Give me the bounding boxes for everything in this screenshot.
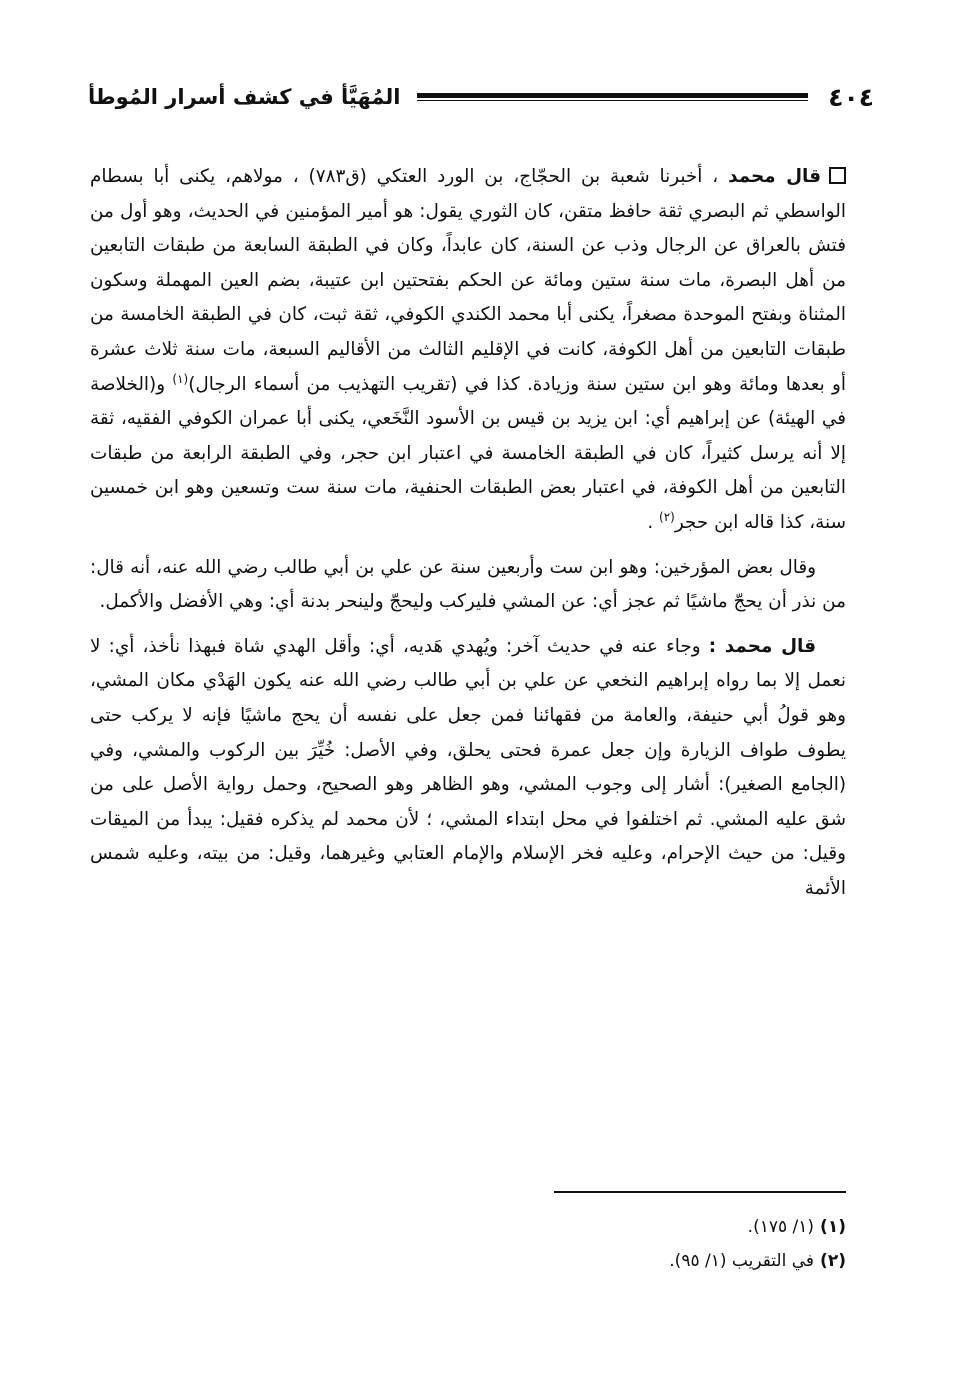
paragraph-text-cont: و(الخلاصة في الهيئة) عن إبراهيم أي: ابن يزيد بن قيس بن الأسود النَّخَعي، يكنى أبا عمران الكوفي الفقيه، ثقة إلا أنه يرسل كثيراً، كان في الطبقة الخامسة في اعتبار ابن حجر، وفي الطبقة الرابعة من طبقات التابعين من أهل الكوفة، في اعتبار بعض الطبقات الحنفية، مات سنة ست وتسعين وهو ابن خمسين سنة، كذا قاله ابن حجر [90,373,846,533]
page-number: ٤٠٤ [828,82,874,112]
paragraph-text: وجاء عنه في حديث آخر: ويُهدي هَديه، أي: وأقل الهدي شاة فبهذا نأخذ، أي: لا نعمل إلا بما رواه إبراهيم النخعي عن علي بن أبي طالب رضي الله عنه يكون الهَدْي مكان المشي، وهو قولُ أبي حنيفة، والعامة من فقهائنا فمن جعل على نفسه أن يحج ماشيًا فإنه لا يركب حتى يطوف طواف الزيارة وإن جعل عمرة فحتى يحلق، وفي الأصل: خُيِّرَ بين الركوب والمشي، وفي (الجامع الصغير): أشار إلى وجوب المشي، وهو الظاهر وهو الصحيح، وحمل رواية الأصل على من شق عليه المشي. ثم اختلفوا في محل ابتداء المشي، ؛ لأن محمد لم يذكره فقيل: يبدأ من الميقات وقيل: من حيث الإحرام، وعليه فخر الإسلام والإمام العتابي وغيرهما، وقيل: من بيته، وعليه شمس الأئمة [90,635,846,899]
footnote-text: (١/ ١٧٥). [747,1217,815,1237]
running-header [88,82,874,112]
paragraph-2 [90,551,846,620]
footnote-item [106,1210,846,1244]
paragraph-1 [90,160,846,541]
main-text [90,160,846,916]
header-rule [417,93,809,101]
paragraph-lead: قال محمد [728,166,822,187]
footnote-item [106,1244,846,1278]
footnote-text: في التقريب (١/ ٩٥). [669,1251,815,1271]
section-box-icon [829,167,846,184]
paragraph-tail: . [647,511,660,533]
paragraph-3 [90,630,846,907]
footnote-ref-1[interactable]: (١) [172,371,189,386]
paragraph-text: وقال بعض المؤرخين: وهو ابن ست وأربعين سنة عن علي بن أبي طالب رضي الله عنه، أنه قال: من نذر أن يحجّ ماشيًا ثم عجز أي: عن المشي فليركب وليحجّ ولينحر بدنة أي: وهي الأفضل والأكمل. [90,556,846,613]
paragraph-text: ، أخبرنا شعبة بن الحجّاج، بن الورد العتكي (ق٧٨٣) ، مولاهم، يكنى أبا بسطام الواسطي ثم البصري ثقة حافظ متقن، كان الثوري يقول: هو أمير المؤمنين في الحديث، وهو أول من فتش بالعراق عن الرجال وذب عن السنة، كان عابداً، وكان في الطبقة السابعة من طبقات التابعين من أهل البصرة، مات سنة ستين ومائة عن الحكم بفتحتين ابن عتيبة، بضم العين المهملة وسكون المثناة وبفتح الموحدة مصغراً، يكنى أبا محمد الكندي الكوفي، ثقة ثبت، كان في الطبقة الخامسة من طبقات التابعين من أهل الكوفة، كانت في الإقليم الثالث من الأقاليم السبعة، مات سنة ثلاث عشرة أو بعدها ومائة وهو ابن ستين سنة وزيادة. كذا في (تقريب التهذيب من أسماء الرجال) [90,166,846,395]
footnote-separator [554,1191,846,1193]
footnotes [106,1210,846,1278]
footnote-number: (٢) [820,1251,846,1271]
book-title: المُهَيَّأ في كشف أسرار المُوطأ [88,85,401,109]
paragraph-lead: قال محمد : [708,635,816,657]
footnote-number: (١) [820,1217,846,1237]
footnote-ref-2[interactable]: (٢) [659,509,675,524]
